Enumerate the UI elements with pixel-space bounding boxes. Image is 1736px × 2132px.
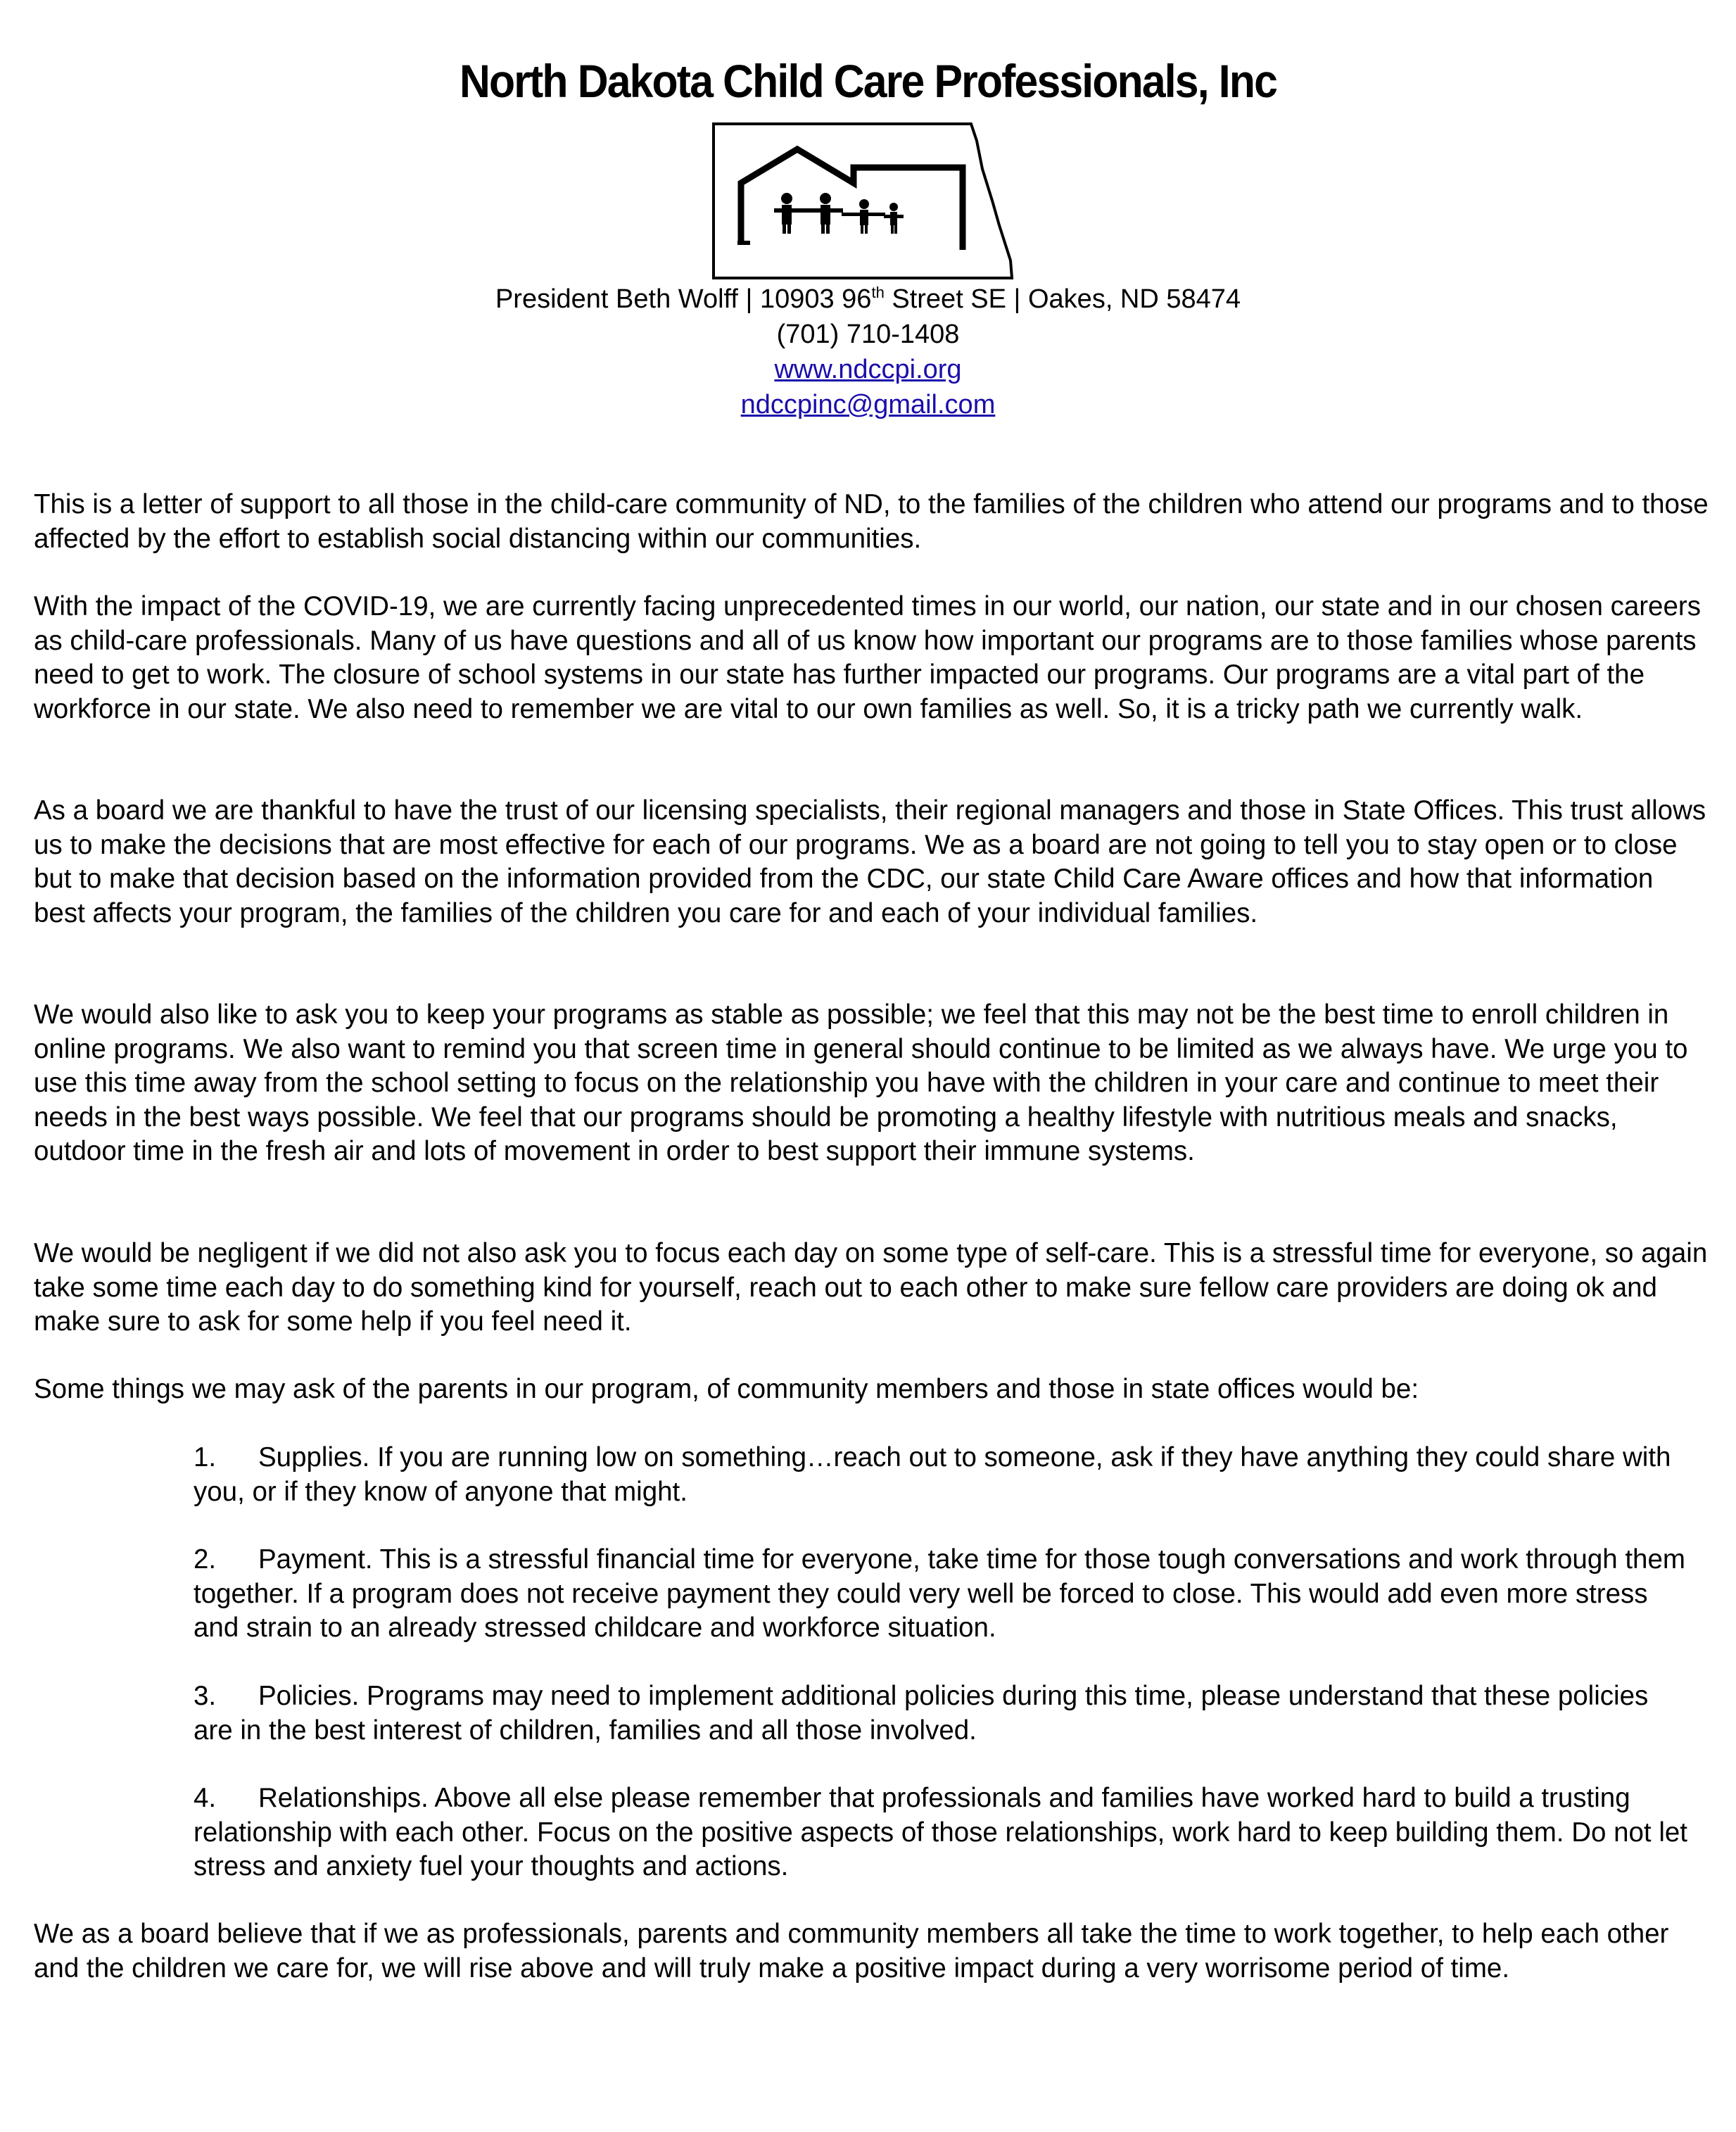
address-prefix: President Beth Wolff | 10903 96 xyxy=(495,284,872,314)
board-trust-paragraph: As a board we are thankful to have the trust of our licensing specialists, their regional managers and those in State Offices. This trust allows us to make the decisions that are most effective for each of our programs. We as a board are not going to tell you to stay open or to close but to make that decision based on the information provided from the CDC, our state Child Care Aware offices and how that information best affects your program, the families of the children you care for and each of your individual families. xyxy=(34,795,1706,928)
requests-intro-paragraph: Some things we may ask of the parents in our program, of community members and those in state offices would be: xyxy=(34,1374,1419,1404)
website-link[interactable]: www.ndccpi.org xyxy=(774,355,962,384)
self-care-paragraph: We would be negligent if we did not also ask you to focus each day on some type of self-care. This is a stressful time for everyone, so again take some time each day to do something kind for yourself, reach out to each other to make sure fellow care providers are doing ok and make sure to ask for some help if you feel need it. xyxy=(34,1238,1708,1337)
address-suffix: Street SE | Oakes, ND 58474 xyxy=(884,284,1241,314)
nd-house-family-logo xyxy=(709,120,1019,282)
list-item-payment xyxy=(194,1543,1692,1646)
list-text: Payment. This is a stressful financial time for everyone, take time for those tough conversations and work through them together. If a program does not receive payment they could very well be forced to close. This would add even more stress and strain to an already stressed childcare and workforce situation. xyxy=(194,1544,1685,1643)
list-text: Supplies. If you are running low on something…reach out to someone, ask if they have anything they could share with you, or if they know of anyone that might. xyxy=(194,1442,1671,1507)
phone-number: (701) 710-1408 xyxy=(776,320,960,349)
list-item-policies xyxy=(194,1679,1692,1748)
contact-block xyxy=(0,282,1736,422)
list-number: 3. xyxy=(194,1681,217,1711)
email-link[interactable]: ndccpinc@gmail.com xyxy=(740,390,996,420)
address-line xyxy=(0,282,1736,317)
list-number: 4. xyxy=(194,1783,217,1813)
address-superscript: th xyxy=(871,284,885,301)
program-stability-paragraph: We would also like to ask you to keep your programs as stable as possible; we feel that this may not be the best time to enroll children in online programs. We also want to remind you that screen time in general should continue to be limited as we always have. We urge you to use this time away from the school setting to focus on the relationship you have with the children in your care and continue to meet their needs in the best ways possible. We feel that our programs should be promoting a healthy lifestyle with nutritious meals and snacks, outdoor time in the fresh air and lots of movement in order to best support their immune systems. xyxy=(34,999,1688,1166)
closing-paragraph: We as a board believe that if we as professionals, parents and community members all take the time to work together, to help each other and the children we care for, we will rise above and will truly make a positive impact during a very worrisome period of time. xyxy=(34,1919,1669,1983)
list-item-supplies xyxy=(194,1441,1692,1509)
list-text: Relationships. Above all else please remember that professionals and families have worked hard to build a trusting relationship with each other. Focus on the positive aspects of those relationships, work hard to keep building them. Do not let stress and anxiety fuel your thoughts and actions. xyxy=(194,1783,1687,1881)
list-number: 1. xyxy=(194,1442,217,1472)
intro-paragraph: This is a letter of support to all those in the child-care community of ND, to the families of the children who attend our programs and to those affected by the effort to establish social distancing within our communities. xyxy=(34,489,1709,554)
list-text: Policies. Programs may need to implement additional policies during this time, please understand that these policies are in the best interest of children, families and all those involved. xyxy=(194,1681,1649,1746)
list-number: 2. xyxy=(194,1544,217,1575)
organization-title: North Dakota Child Care Professionals, Inc xyxy=(459,55,1277,107)
list-item-relationships xyxy=(194,1781,1692,1884)
covid-impact-paragraph: With the impact of the COVID-19, we are currently facing unprecedented times in our world, our nation, our state and in our chosen careers as child-care professionals. Many of us have questions and all of us know how important our programs are to those families whose parents need to get to work. The closure of school systems in our state has further impacted our programs. Our programs are a vital part of the workforce in our state. We also need to remember we are vital to our own families as well. So, it is a tricky path we currently walk. xyxy=(34,591,1701,724)
